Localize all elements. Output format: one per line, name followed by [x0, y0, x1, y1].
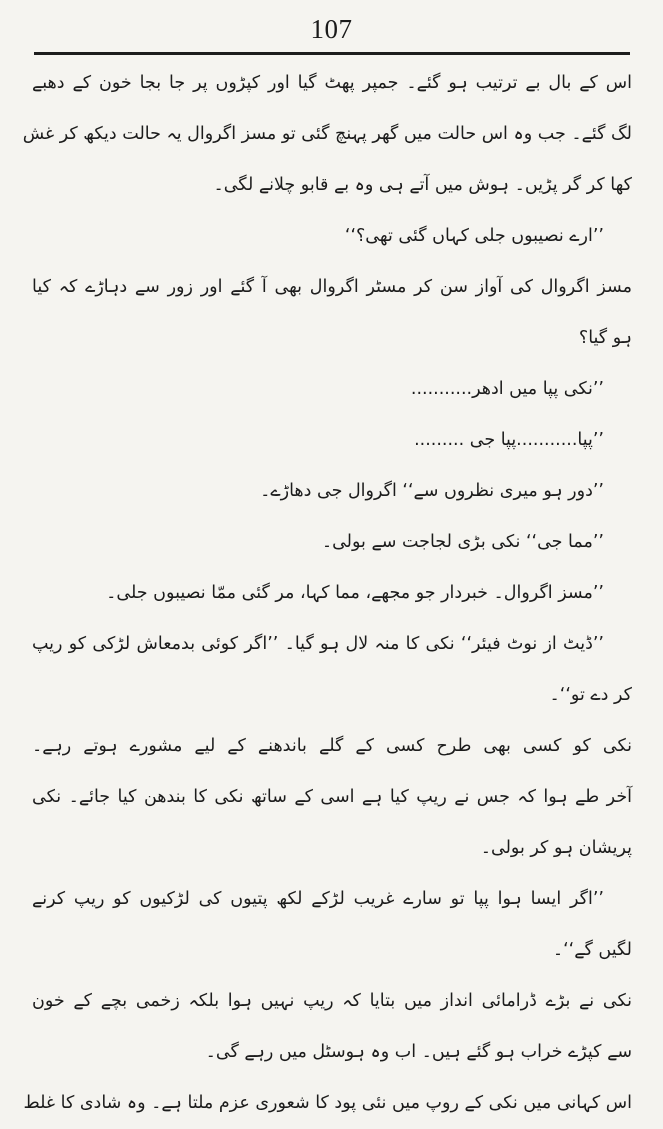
text-line: کھا کر گر پڑیں۔ ہوش میں آتے ہی وہ بے قابو چلانے لگی۔ — [213, 175, 632, 195]
text-line: نکی کو کسی بھی طرح کسی کے گلے باندھنے کے لیے مشورے ہوتے رہے۔ — [32, 736, 632, 756]
text-line: ’’مسز اگروال۔ خبردار جو مجھے، مما کہا، مر گئی ممّا نصیبوں جلی۔ — [106, 583, 604, 603]
text-line: اس کے بال بے ترتیب ہو گئے۔ جمپر پھٹ گیا اور کپڑوں پر جا بجا خون کے دھبے — [32, 73, 632, 93]
text-line: ’’دور ہو میری نظروں سے‘‘ اگروال جی دھاڑے۔ — [260, 481, 604, 501]
text-line: ’’ارے نصیبوں جلی کہاں گئی تھی؟‘‘ — [344, 226, 604, 246]
text-line: ’’مما جی‘‘ نکی بڑی لجاجت سے بولی۔ — [321, 532, 604, 552]
text-line: نکی نے بڑے ڈرامائی انداز میں بتایا کہ ریپ نہیں ہوا بلکہ زخمی بچے کے خون — [32, 991, 632, 1011]
text-line: آخر طے ہوا کہ جس نے ریپ کیا ہے اسی کے ساتھ نکی کا بندھن کیا جائے۔ نکی — [32, 787, 632, 807]
text-line: ’’نکی پپا میں ادھر........... — [410, 379, 604, 399]
header-rule — [34, 52, 630, 55]
text-line: لگ گئے۔ جب وہ اس حالت میں گھر پہنچ گئی تو مسز اگروال یہ حالت دیکھ کر غش — [22, 124, 632, 144]
text-line: اس کہانی میں نکی کے روپ میں نئی پود کا شعوری عزم ملتا ہے۔ وہ شادی کا غلط — [23, 1093, 632, 1113]
text-line: پریشان ہو کر بولی۔ — [480, 838, 632, 858]
text-line: لگیں گے‘‘۔ — [552, 940, 632, 960]
page-text — [22, 58, 632, 1129]
text-line: سے کپڑے خراب ہو گئے ہیں۔ اب وہ ہوسٹل میں رہے گی۔ — [205, 1042, 632, 1062]
text-line: ’’ڈیٹ از نوٹ فیئر‘‘ نکی کا منہ لال ہو گیا۔ ’’اگر کوئی بدمعاش لڑکی کو ریپ — [32, 634, 604, 654]
text-line: ’’پپا...........پپا جی ......... — [414, 430, 604, 450]
text-line: کر دے تو‘‘۔ — [549, 685, 632, 705]
text-line: ’’اگر ایسا ہوا پپا تو سارے غریب لڑکے لکھ پتیوں کی لڑکیوں کو ریپ کرنے — [32, 889, 604, 909]
text-line: مسز اگروال کی آواز سن کر مسٹر اگروال بھی آ گئے اور زور سے دہاڑے کہ کیا — [32, 277, 632, 297]
text-line: ہو گیا؟ — [578, 328, 632, 348]
page-number: 107 — [310, 14, 353, 44]
